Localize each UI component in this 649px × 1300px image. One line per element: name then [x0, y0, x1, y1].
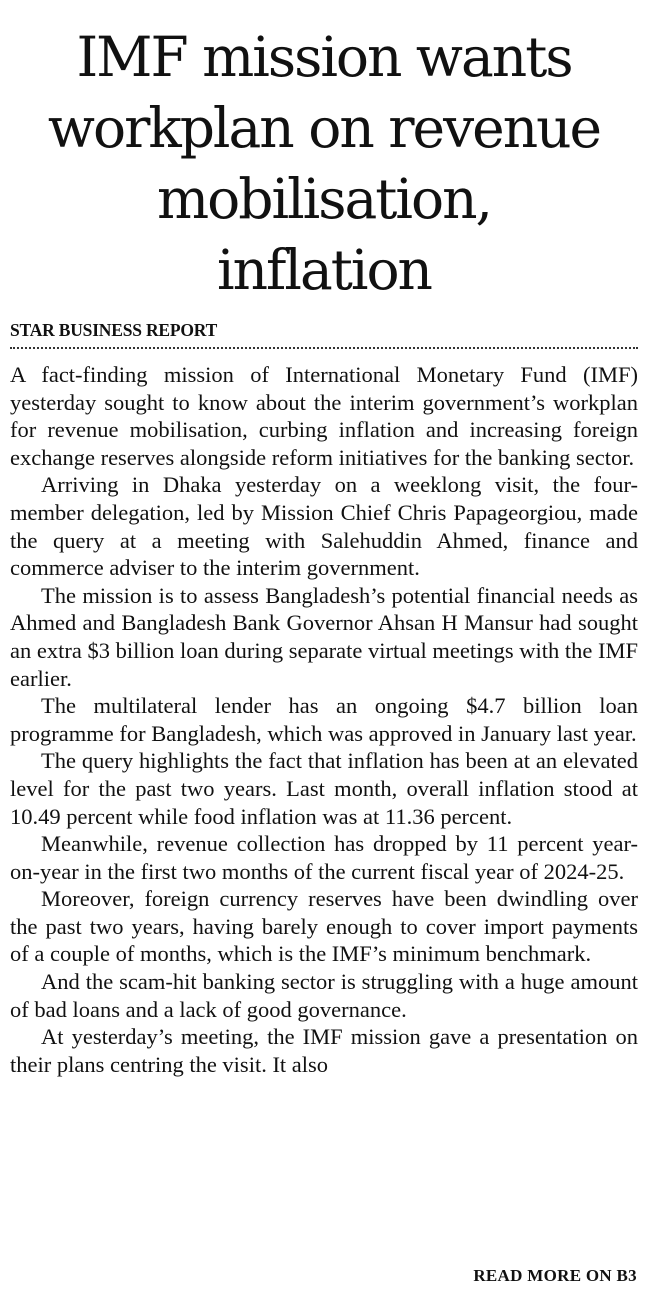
- paragraph: The multilateral lender has an ongoing $4.7 billion loan programme for Bangladesh, which was approved in January last year.: [10, 693, 638, 746]
- headline-line: inflation: [217, 238, 431, 302]
- paragraph: The mission is to assess Bangladesh’s potential financial needs as Ahmed and Bangladesh Bank Governor Ahsan H Mansur had sought an extra $3 billion loan during separate virtual meetings with the IMF earlier.: [10, 582, 638, 691]
- headline-line: workplan on revenue: [47, 96, 601, 160]
- paragraph: At yesterday’s meeting, the IMF mission gave a presentation on their plans centring the visit. It also: [10, 1024, 638, 1077]
- headline: [10, 22, 638, 306]
- paragraph: Moreover, foreign currency reserves have been dwindling over the past two years, having barely enough to cover import payments of a couple of months, which is the IMF’s minimum benchmark.: [10, 886, 638, 967]
- paragraph: Arriving in Dhaka yesterday on a weeklong visit, the four-member delegation, led by Mission Chief Chris Papageorgiou, made the query at a meeting with Salehuddin Ahmed, finance and commerce adviser to the interim government.: [10, 472, 638, 581]
- news-article: [10, 22, 638, 1078]
- paragraph: A fact-finding mission of International Monetary Fund (IMF) yesterday sought to know about the interim government’s workplan for revenue mobilisation, curbing inflation and increasing foreign exchange reserves alongside reform initiatives for the banking sector.: [10, 362, 638, 470]
- article-body: [10, 361, 638, 1078]
- headline-line: mobilisation,: [157, 167, 491, 231]
- headline-line: IMF mission wants: [76, 25, 572, 89]
- dotted-divider: [10, 347, 638, 349]
- read-more-link[interactable]: READ MORE ON B3: [473, 1266, 637, 1285]
- paragraph: And the scam-hit banking sector is struggling with a huge amount of bad loans and a lack of good governance.: [10, 969, 638, 1022]
- paragraph: Meanwhile, revenue collection has dropped by 11 percent year-on-year in the first two months of the current fiscal year of 2024-25.: [10, 831, 638, 884]
- paragraph: The query highlights the fact that inflation has been at an elevated level for the past two years. Last month, overall inflation stood at 10.49 percent while food inflation was at 11.36 percent.: [10, 748, 638, 829]
- byline: STAR BUSINESS REPORT: [10, 320, 218, 340]
